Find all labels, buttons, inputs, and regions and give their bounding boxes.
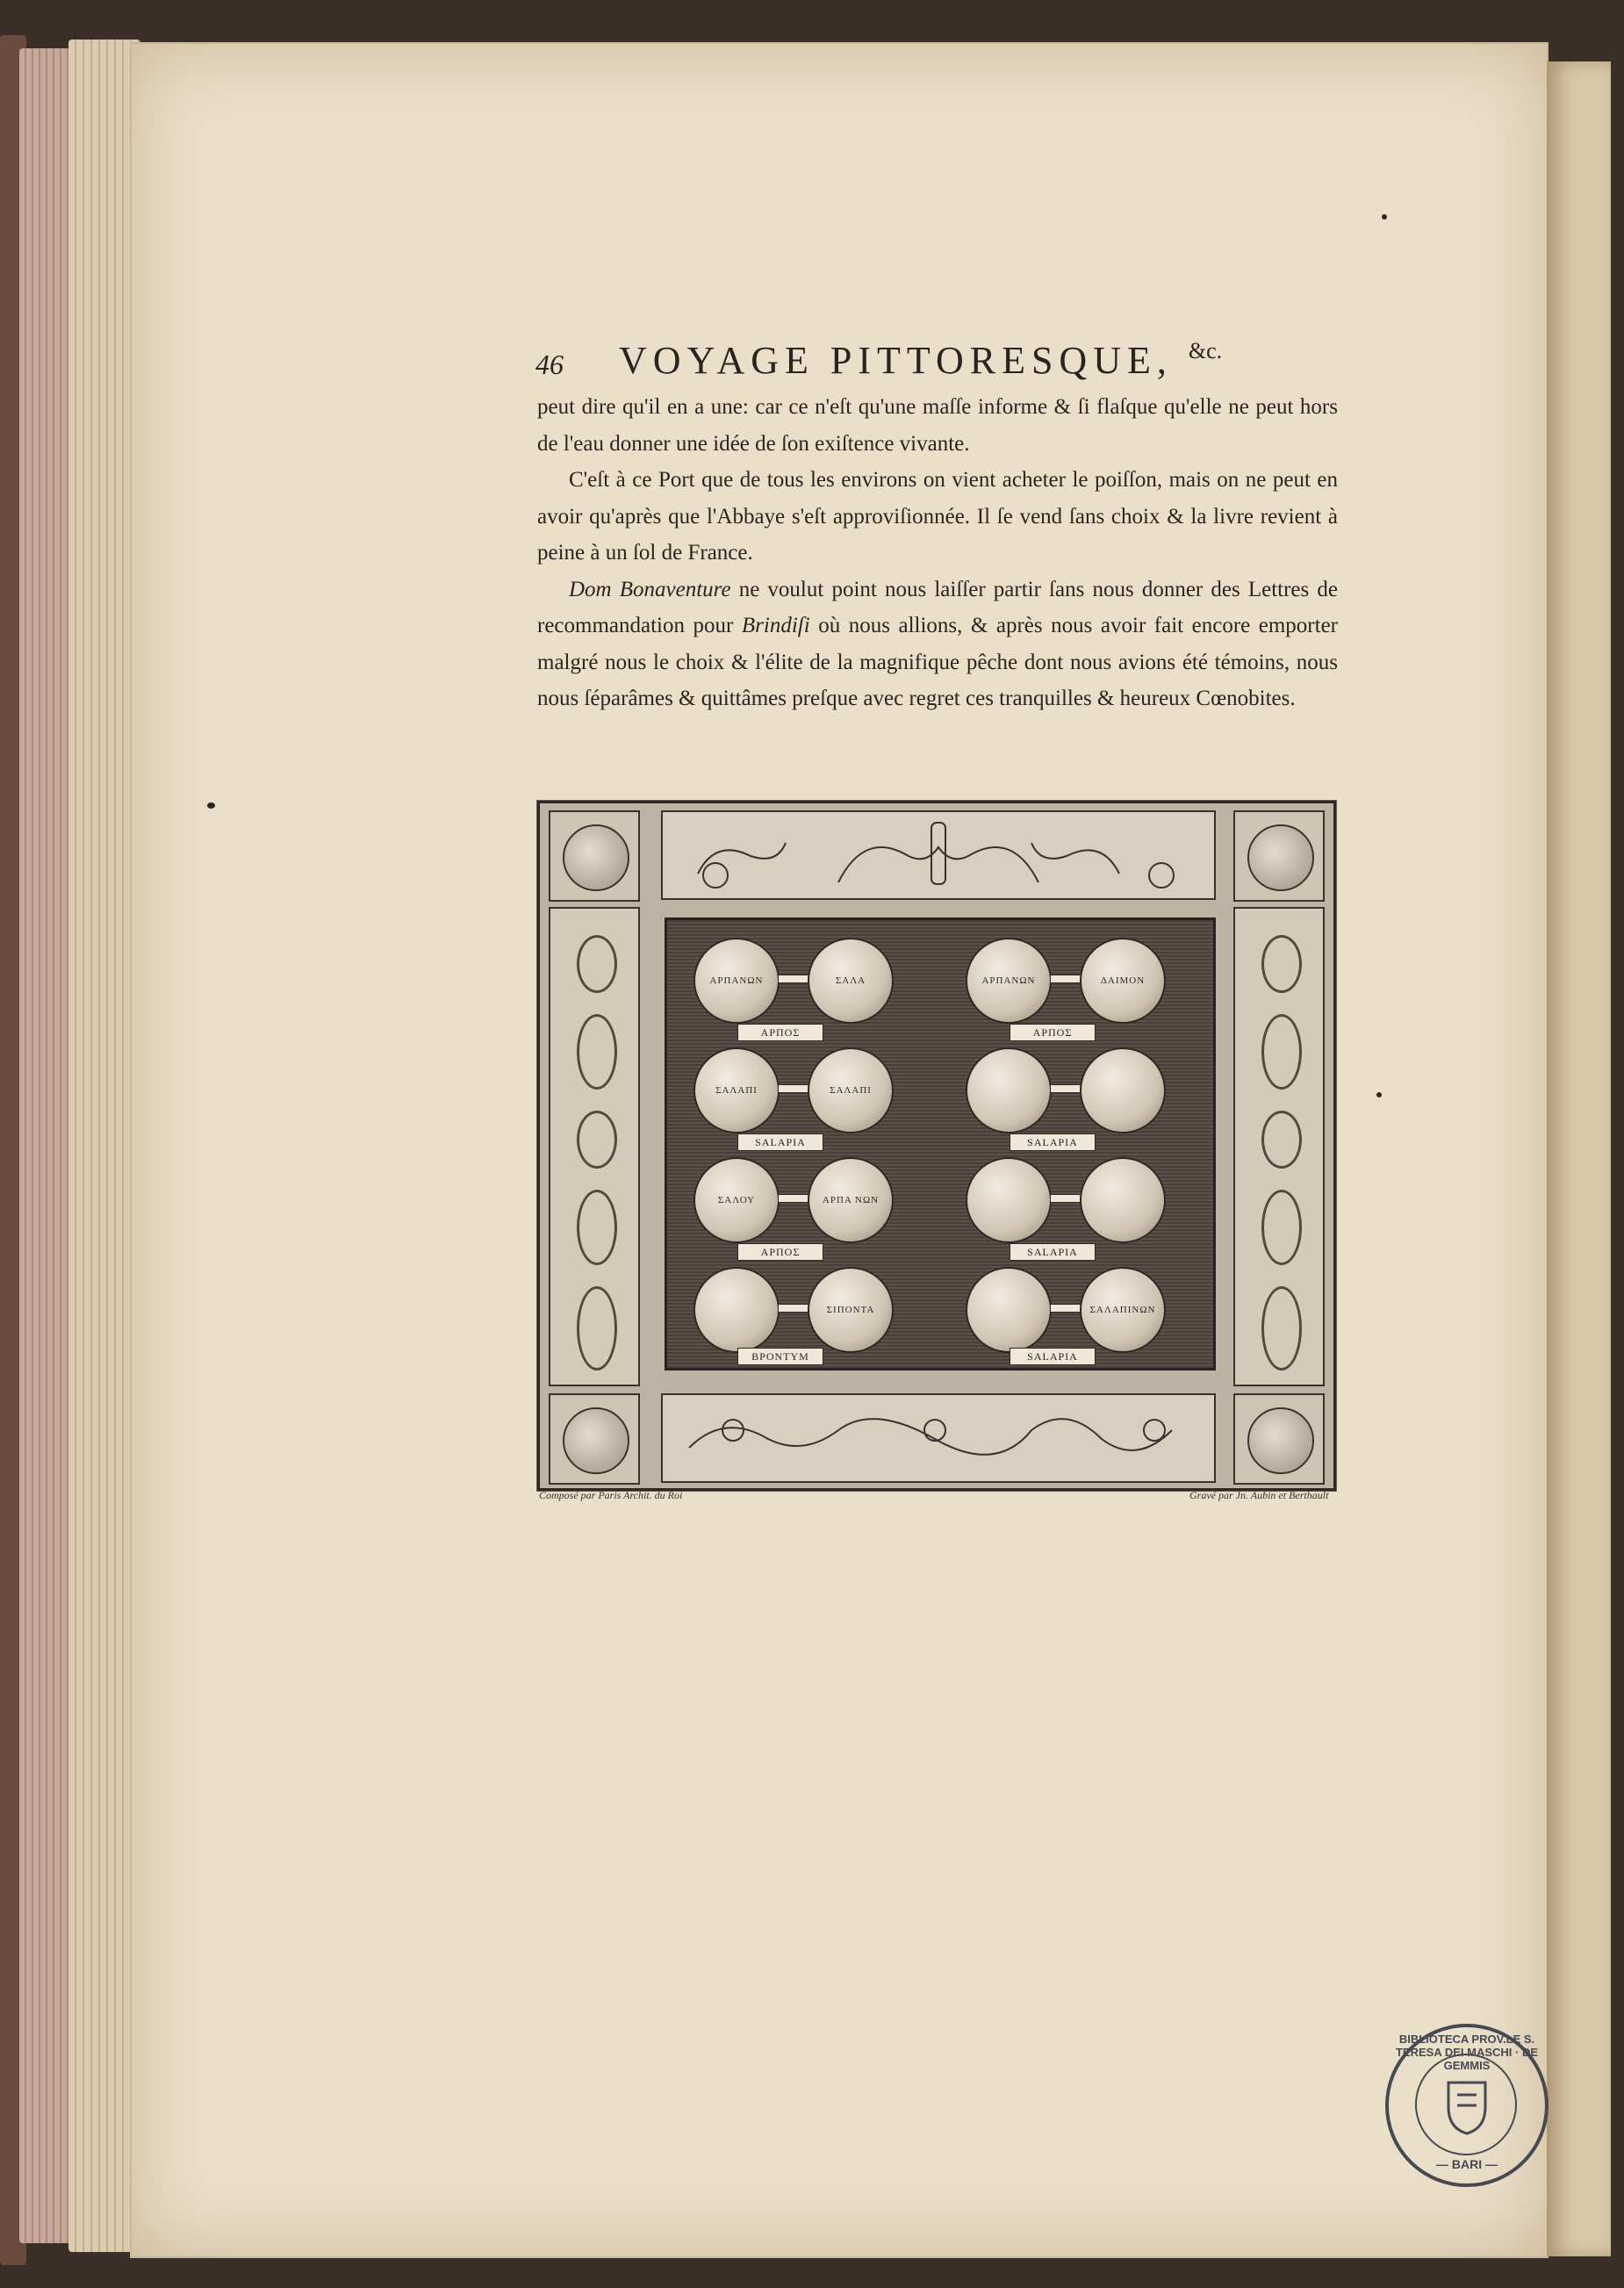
coin-connector [1050, 1084, 1081, 1093]
coin-connector [1050, 1304, 1081, 1313]
coin-reverse [808, 1157, 894, 1243]
page-header [535, 338, 1343, 391]
ink-speck [1382, 214, 1387, 219]
coin-connector [1050, 1194, 1081, 1203]
paragraph-3-part-a: ne voulut point nous laiſſer partir ſans nous donner des Lettres de recommandation pour [537, 577, 1338, 637]
coin-reverse [808, 1047, 894, 1133]
coin-label: ΑΡΠΟΣ [737, 1024, 823, 1041]
coin-connector [778, 1304, 809, 1313]
head-medallion [563, 1407, 629, 1474]
facing-page-edge [1547, 61, 1611, 2256]
paragraph-2: C'eſt à ce Port que de tous les environs on vient acheter le poiſſon, mais on ne peut en avoir qu'après que l'Abbaye s'eſt approviſionnée. Il ſe vend ſans choix & la livre revient à peine à un ſol de France. [537, 468, 1338, 565]
figure-ornament [577, 935, 617, 993]
page-stack-inner [68, 40, 140, 2252]
coin-field [665, 917, 1216, 1371]
coin-connector [1050, 975, 1081, 983]
corner-medallion-tl [549, 810, 640, 902]
coin-obverse [693, 1047, 780, 1133]
right-ornament-panel [1233, 907, 1325, 1386]
coin-reverse [1080, 1157, 1166, 1243]
bull-vignette [577, 1111, 617, 1169]
corner-medallion-tr [1233, 810, 1325, 902]
coin-obverse [966, 1157, 1052, 1243]
coin-reverse [808, 1267, 894, 1353]
coin-inscription: ΣΙΠΟΝΤΑ [826, 1305, 875, 1315]
running-title [619, 338, 1222, 383]
coin-connector [778, 1194, 809, 1203]
head-medallion [1247, 824, 1314, 891]
ink-speck [207, 802, 215, 809]
coin-obverse [693, 938, 780, 1024]
coin-connector [778, 1084, 809, 1093]
scroll-ornament [577, 1014, 617, 1090]
plate-credit-engraver: Gravé par Jn. Aubin et Berthault [1189, 1489, 1329, 1501]
coin-inscription: ΑΡΠΑΝΩΝ [709, 975, 764, 986]
body-text [537, 389, 1338, 717]
horse-head-medallion [563, 824, 629, 891]
plate-credit-designer: Composé par Paris Archit. du Roi [539, 1489, 683, 1501]
ink-speck [1376, 1092, 1382, 1097]
stamp-city-text: — BARI — [1436, 2157, 1498, 2171]
coin-inscription: ΣΑΛΟΥ [717, 1195, 756, 1205]
italic-place: Brindiſi [741, 614, 810, 637]
top-frieze [661, 810, 1216, 900]
coin-inscription: ΣΑΛΑΠΙΝΩΝ [1089, 1305, 1156, 1315]
coin-label: ΑΡΠΟΣ [737, 1243, 823, 1261]
coin-label: SALAPIA [1010, 1133, 1096, 1151]
coin-inscription: ΑΡΠΑ ΝΩΝ [822, 1195, 880, 1205]
left-ornament-panel [549, 907, 640, 1386]
scroll-ornament [577, 1190, 617, 1265]
coin-label: SALAPIA [1010, 1348, 1096, 1365]
coat-of-arms-icon [1441, 2076, 1492, 2137]
coin-label: SALAPIA [737, 1133, 823, 1151]
library-stamp [1385, 2024, 1549, 2187]
page-number: 46 [535, 349, 564, 380]
paragraph-3-part-b: où nous allions, & après nous avoir fait encore emporter malgré nous le choix & l'élite de la magnifique pêche dont nous avions été témoins, nous nous ſéparâmes & quittâmes preſque avec regret ces tranquilles & heureux Cœnobites. [537, 614, 1338, 710]
paragraph-3 [537, 572, 1338, 717]
bottom-frieze [661, 1393, 1216, 1483]
coin-label: ΒΡΟΝΤΥΜ [737, 1348, 823, 1365]
horse-head-medallion [1247, 1407, 1314, 1474]
running-title-etc: &c. [1188, 338, 1223, 363]
bull-vignette [1261, 1111, 1302, 1169]
coin-inscription: ΔΑΙΜΟΝ [1100, 975, 1146, 986]
coin-inscription: ΑΡΠΑΝΩΝ [981, 975, 1036, 986]
figure-ornament [1261, 935, 1302, 993]
paragraph-1: peut dire qu'il en a une: car ce n'eſt qu'une maſſe informe & ſi flaſque qu'elle ne peut hors de l'eau donner une idée de ſon exiſtence vivante. [537, 395, 1338, 456]
coin-obverse [966, 1047, 1052, 1133]
italic-name: Dom Bonaventure [569, 577, 731, 601]
coin-connector [778, 975, 809, 983]
coin-obverse [966, 1267, 1052, 1353]
page-stack-left [19, 48, 72, 2243]
corner-medallion-bl [549, 1393, 640, 1485]
coin-inscription: ΣΑΛΑΠΙ [830, 1085, 872, 1096]
stamp-ring-text: BIBLIOTECA PROV.LE S. TERESA DEI MASCHI · DE GEMMIS [1395, 2033, 1539, 2072]
coin-reverse [808, 938, 894, 1024]
putti-frieze-illustration [663, 1395, 1214, 1481]
scroll-ornament [577, 1286, 617, 1371]
coin-obverse [693, 1157, 780, 1243]
coin-reverse [1080, 1047, 1166, 1133]
coin-label: ΑΡΠΟΣ [1010, 1024, 1096, 1041]
scroll-ornament [1261, 1190, 1302, 1265]
coin-reverse [1080, 938, 1166, 1024]
coin-inscription: ΣΑΛΑΠΙ [715, 1085, 758, 1096]
scroll-ornament [1261, 1014, 1302, 1090]
coin-inscription: ΣΑΛΑ [835, 975, 866, 986]
corner-medallion-br [1233, 1393, 1325, 1485]
engraved-coin-plate [537, 801, 1336, 1491]
coin-reverse [1080, 1267, 1166, 1353]
coin-label: SALAPIA [1010, 1243, 1096, 1261]
chariot-frieze-illustration [663, 812, 1214, 898]
coin-obverse [693, 1267, 780, 1353]
running-title-text: VOYAGE PITTORESQUE, [619, 339, 1173, 382]
coin-obverse [966, 938, 1052, 1024]
scroll-ornament [1261, 1286, 1302, 1371]
